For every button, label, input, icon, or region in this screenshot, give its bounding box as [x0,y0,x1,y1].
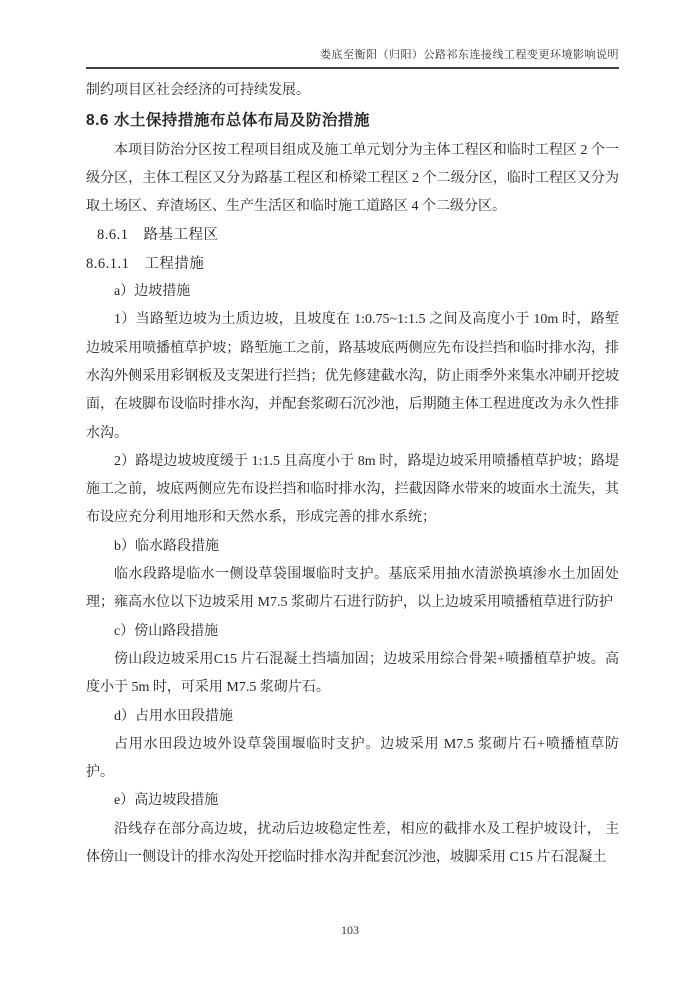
block-para: 本项目防治分区按工程项目组成及施工单元划分为主体工程区和临时工程区 2 个一级分区，主体工程区又分为路基工程区和桥梁工程区 2 个二级分区，临时工程区又分为取土场区、弃渣场区、生产生活区和临时施工道路区 4 个二级分区。 [86,142,619,215]
block-para: d）占用水田段措施 [114,708,233,724]
block-para: b）临水路段措施 [114,538,219,554]
block-para: 占用水田段边坡外设草袋围堰临时支护。边坡采用 M7.5 浆砌片石+喷播植草防护。 [86,736,619,781]
page-number: 103 [341,923,359,937]
block-para: 2）路堤边坡坡度缓于 1:1.5 且高度小于 8m 时，路堤边坡采用喷播植草护坡；路堤施工之前，坡底两侧应先布设拦挡和临时排水沟，拦截因降水带来的坡面水土流失，其布设应充分利用地形和天然水系，形成完善的排水系统； [86,453,619,526]
running-header: 娄底至衡阳（归阳）公路祁东连接线工程变更环境影响说明 [86,46,619,69]
block-h2: 8.6 水土保持措施布总体布局及防治措施 [86,112,370,130]
document-body [86,77,619,872]
block-para: 1）当路堑边坡为土质边坡，且坡度在 1:0.75~1:1.5 之间及高度小于 10m 时，路堑边坡采用喷播植草护坡；路堑施工之前，路基坡底两侧应先布设拦挡和临时排水沟，排水沟外侧采用彩钢板及支架进行拦挡；优先修建截水沟，防止雨季外来集水冲刷开挖坡面，在坡脚布设临时排水沟，并配套浆砌石沉沙池，后期随主体工程进度改为永久性排水沟。 [86,312,619,441]
block-plain: 制约项目区社会经济的可持续发展。 [86,83,310,98]
block-para: e）高边坡段措施 [114,793,219,809]
block-h3: 8.6.1 路基工程区 [97,227,219,244]
block-para: a）边坡措施 [114,284,191,300]
block-h4: 8.6.1.1 工程措施 [86,255,205,272]
block-para: 临水段路堤临水一侧设草袋围堰临时支护。基底采用抽水清淤换填渗水土加固处理；雍高水位以下边坡采用 M7.5 浆砌片石进行防护，以上边坡采用喷播植草进行防护 [86,567,619,611]
block-para: 沿线存在部分高边坡，扰动后边坡稳定性差，相应的截排水及工程护坡设计， 主体傍山一侧设计的排水沟处开挖临时排水沟并配套沉沙池，坡脚采用 C15 片石混凝土 [86,821,619,866]
block-para: c）傍山路段措施 [114,623,219,639]
block-para: 傍山段边坡采用C15 片石混凝土挡墙加固；边坡采用综合骨架+喷播植草护坡。高度小于 5m 时，可采用 M7.5 浆砌片石。 [86,651,619,696]
